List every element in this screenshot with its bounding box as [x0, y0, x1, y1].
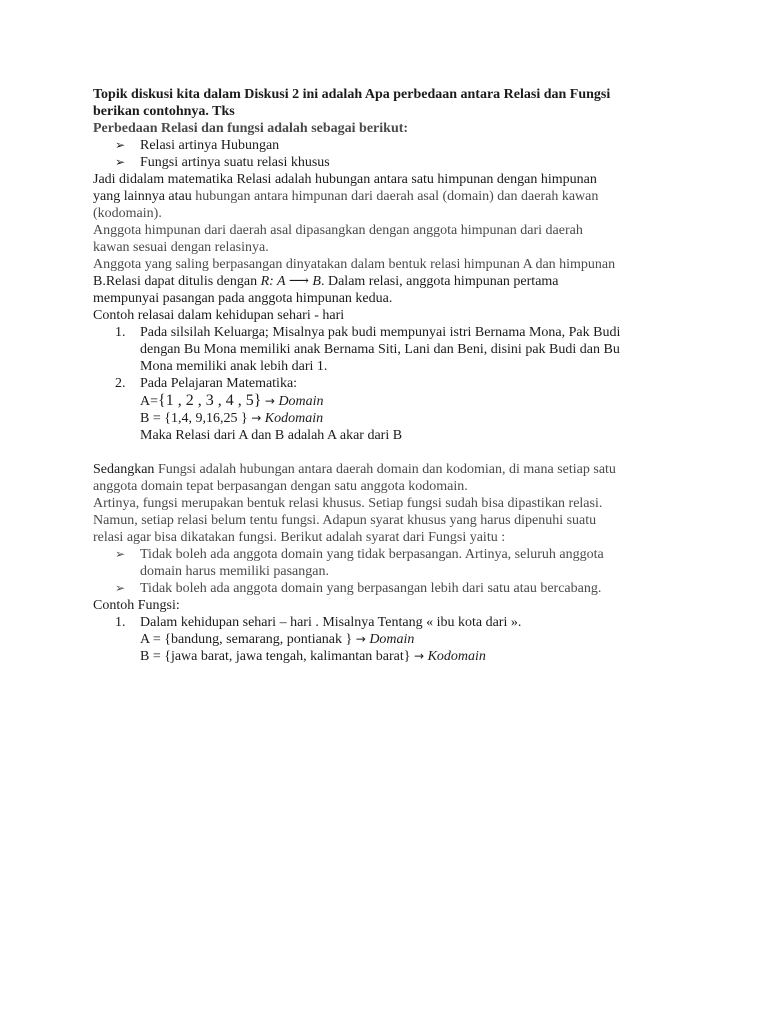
section-heading: Perbedaan Relasi dan fungsi adalah sebagai berikut: [93, 121, 409, 136]
arrow-right-icon: → [264, 394, 275, 408]
arrow-bullet-icon: ➢ [115, 155, 126, 169]
syarat-item [93, 546, 678, 580]
contoh-relasi-heading: Contoh relasai dalam kehidupan sehari - hari [93, 308, 345, 323]
paragraph-text: mempunyai pasangan pada anggota himpunan kedua. [93, 291, 393, 306]
set-b-line [93, 410, 678, 427]
relation-notation: R: A ⟶ B [260, 274, 321, 289]
definition-list [93, 137, 678, 171]
fungsi-set-a-line [93, 631, 678, 648]
paragraph-text: Anggota yang saling berpasangan dinyatakan dalam bentuk relasi himpunan A dan himpunan [93, 257, 616, 272]
definition-item [93, 154, 678, 171]
contoh-fungsi-heading: Contoh Fungsi: [93, 598, 180, 613]
arrow-right-icon: → [251, 411, 262, 425]
paragraph-text: B.Relasi dapat ditulis dengan [93, 274, 261, 289]
list-item [93, 324, 678, 375]
paragraph-text: anggota domain tepat berpasangan dengan satu anggota kodomain. [93, 479, 468, 494]
title-line-2: berikan contohnya. Tks [93, 104, 235, 119]
list-text: Pada Pelajaran Matematika: [140, 376, 298, 391]
syarat-list [93, 546, 678, 597]
list-text: Mona memiliki anak lebih dari 1. [140, 359, 328, 374]
set-label: Domain [278, 394, 324, 409]
set-elements: {1 , 2 , 3 , 4 , 5} [158, 392, 262, 409]
maka-line: Maka Relasi dari A dan B adalah A akar dari B [140, 428, 403, 443]
paragraph-artinya [93, 495, 678, 546]
fungsi-example-list [93, 614, 678, 631]
list-number: 2. [115, 376, 126, 391]
paragraph-text: yang lainnya atau [93, 189, 196, 204]
paragraph-text: kawan sesuai dengan relasinya. [93, 240, 269, 255]
title-line-1: Topik diskusi kita dalam Diskusi 2 ini adalah Apa perbedaan antara Relasi dan Fungsi [93, 87, 611, 102]
set-label: Kodomain [427, 649, 486, 664]
list-item [93, 375, 678, 392]
paragraph-text: (kodomain). [93, 206, 162, 221]
list-text: dengan Bu Mona memiliki anak Bernama Siti, Lani dan Beni, disini pak Budi dan Bu [140, 342, 620, 357]
paragraph-text: Namun, setiap relasi belum tentu fungsi. Adapun syarat khusus yang harus dipenuhi suatu [93, 513, 597, 528]
paragraph-text: Fungsi adalah hubungan antara daerah domain dan kodomian, di mana setiap satu [154, 462, 616, 477]
paragraph-relasi [93, 171, 678, 222]
arrow-bullet-icon: ➢ [115, 581, 126, 595]
arrow-right-icon: → [414, 649, 425, 663]
syarat-item [93, 580, 678, 597]
set-label: Domain [369, 632, 415, 647]
arrow-right-icon: → [355, 632, 366, 646]
paragraph-text: Jadi didalam matematika Relasi adalah hubungan antara satu himpunan dengan himpunan [93, 172, 597, 187]
set-text: A = {bandung, semarang, pontianak } [140, 632, 353, 647]
arrow-bullet-icon: ➢ [115, 547, 126, 561]
syarat-text: Tidak boleh ada anggota domain yang tidak berpasangan. Artinya, seluruh anggota [140, 547, 604, 562]
paragraph-text: Artinya, fungsi merupakan bentuk relasi khusus. Setiap fungsi sudah bisa dipastikan relasi. [93, 496, 603, 511]
paragraph-text: Sedangkan [93, 462, 155, 477]
relasi-example-list [93, 324, 678, 392]
set-text: A= [140, 394, 159, 409]
fungsi-set-b-line [93, 648, 678, 665]
list-item [93, 614, 678, 631]
set-a-line [93, 392, 678, 410]
definition-text: Fungsi artinya suatu relasi khusus [140, 155, 330, 170]
definition-text: Relasi artinya Hubungan [140, 138, 280, 153]
set-label: Kodomain [264, 411, 324, 426]
set-text: B = {1,4, 9,16,25 } [140, 411, 248, 426]
paragraph-fungsi [93, 461, 678, 495]
paragraph-berpasangan [93, 256, 678, 307]
syarat-text: domain harus memiliki pasangan. [140, 564, 329, 579]
paragraph-anggota [93, 222, 678, 256]
list-text: Pada silsilah Keluarga; Misalnya pak budi mempunyai istri Bernama Mona, Pak Budi [140, 325, 621, 340]
syarat-text: Tidak boleh ada anggota domain yang berpasangan lebih dari satu atau bercabang. [140, 581, 602, 596]
paragraph-text: relasi agar bisa dikatakan fungsi. Berikut adalah syarat dari Fungsi yaitu : [93, 530, 506, 545]
arrow-bullet-icon: ➢ [115, 138, 126, 152]
list-number: 1. [115, 615, 126, 630]
paragraph-text: hubungan antara himpunan dari daerah asal (domain) dan daerah kawan [195, 189, 599, 204]
paragraph-text: . Dalam relasi, anggota himpunan pertama [320, 274, 559, 289]
set-text: B = {jawa barat, jawa tengah, kalimantan barat} [140, 649, 411, 664]
spacer [93, 444, 678, 461]
paragraph-text: Anggota himpunan dari daerah asal dipasangkan dengan anggota himpunan dari daerah [93, 223, 583, 238]
list-number: 1. [115, 325, 126, 340]
definition-item [93, 137, 678, 154]
list-text: Dalam kehidupan sehari – hari . Misalnya Tentang « ibu kota dari ». [140, 615, 522, 630]
